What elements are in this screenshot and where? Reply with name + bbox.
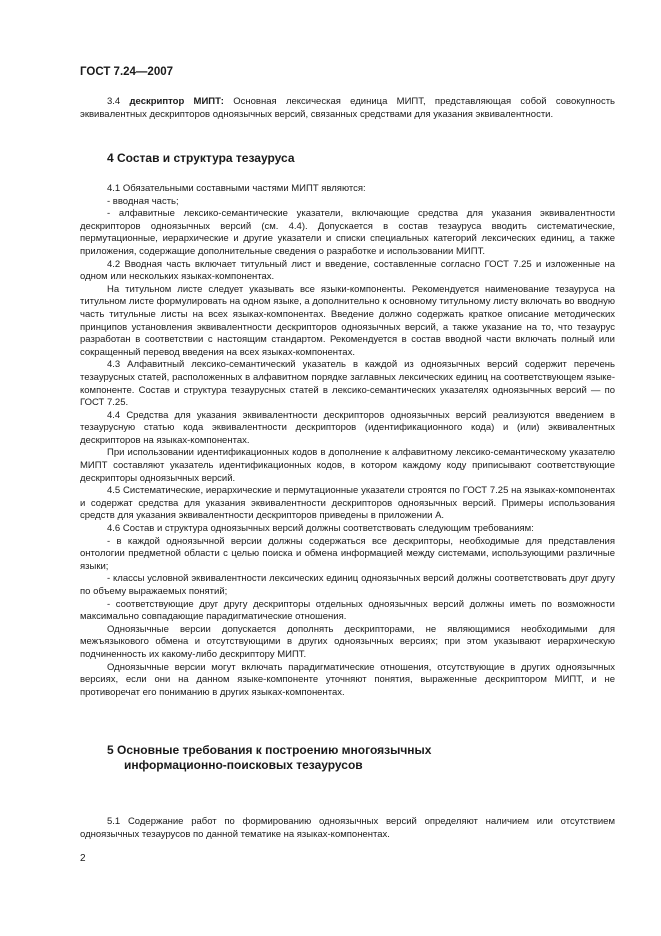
section-5-heading <box>107 743 615 773</box>
page-number: 2 <box>80 853 86 864</box>
document-header: ГОСТ 7.24—2007 <box>80 66 174 78</box>
term: дескриптор МИПТ: <box>129 96 224 107</box>
paragraph: - в каждой одноязычной версии должны содержаться все дескрипторы, необходимые для представления онтологии предметной области с целью поиска и обмена информацией между системами, использующими различные языки; <box>80 535 615 572</box>
section-5-body <box>80 816 615 841</box>
clause-number: 3.4 <box>107 96 121 107</box>
paragraph: Одноязычные версии могут включать парадигматические отношения, отсутствующие в других одноязычных версиях, если они на данном языке-компоненте уточняют понятия, выраженные дескриптором МИПТ, и не противоречат его пониманию в других языках-компонентах. <box>80 661 615 698</box>
section-3-4 <box>80 96 615 121</box>
section-4-body <box>80 183 615 699</box>
section-heading: 4 Состав и структура тезауруса <box>107 151 295 165</box>
section-4-heading <box>107 151 615 166</box>
definition-text: Основная лексическая единица МИПТ, представляющая собой совокупность эквивалентных дескрипторов одноязычных версий, связанных средствами для указания эквивалентности. <box>80 96 615 120</box>
paragraph: - алфавитные лексико-семантические указатели, включающие средства для указания эквивалентности дескрипторов одноязычных версий (см. 4.4). Допускается в состав тезауруса вводить систематические, пермутационные, иерархические и другие указатели и списки специальных категорий лексических единиц, а также приложения, содержащие дополнительные сведения о разработке и использовании МИПТ. <box>80 208 615 257</box>
paragraph: 4.2 Вводная часть включает титульный лист и введение, составленные согласно ГОСТ 7.25 и изложенные на одном или нескольких языках-компонентах. <box>80 258 615 283</box>
paragraph: 4.5 Систематические, иерархические и пермутационные указатели строятся по ГОСТ 7.25 на языках-компонентах и содержат средства для указания эквивалентности дескрипторов одноязычных версий. Примеры использования средств для указания эквивалентности дескрипторов приведены в приложении А. <box>80 485 615 522</box>
paragraph: - соответствующие друг другу дескрипторы отдельных одноязычных версий должны иметь по возможности максимально совпадающие парадигматические отношения. <box>80 598 615 623</box>
definition-3-4 <box>80 96 615 121</box>
paragraph: На титульном листе следует указывать все языки-компоненты. Рекомендуется наименование тезауруса на титульном листе формулировать на одном языке, а дополнительно к основному титульному листу включать во вводную часть титульные листы на всех языках-компонентах. Введение должно содержать краткое описание методических принципов установления эквивалентности дескрипторов одноязычных версий, а также указание на то, что тезаурус разработан в соответствии с настоящим стандартом. Рекомендуется в состав вводной части включать полный или сокращенный перевод введения на всех языках-компонентах. <box>80 283 615 358</box>
paragraph: 4.6 Состав и структура одноязычных версий должны соответствовать следующим требованиям: <box>107 523 534 535</box>
paragraph: - вводная часть; <box>107 195 179 207</box>
paragraph: 4.3 Алфавитный лексико-семантический указатель в каждой из одноязычных версий содержит перечень тезаурусных статей, расположенных в алфавитном порядке заглавных лексических единиц на соответствующем языке-компоненте. Состав и структура тезаурусных статей в лексико-семантических указателях одноязычных версий — по ГОСТ 7.25. <box>80 359 615 409</box>
paragraph: 4.1 Обязательными составными частями МИПТ являются: <box>107 183 366 194</box>
section-heading-line-2: информационно-поисковых тезаурусов <box>124 758 363 772</box>
paragraph: 4.4 Средства для указания эквивалентности дескрипторов одноязычных версий реализуются введением в тезаурусную статью кода эквивалентности дескрипторов (идентификационного кода) и (или) эквивалентных дескрипторов на языках-компонентах. <box>80 409 615 446</box>
paragraph: Одноязычные версии допускается дополнять дескрипторами, не являющимися необходимыми для межъязыкового обмена и отсутствующими в других одноязычных версиях; при этом указывают иерархическую подчиненность их какому-либо дескриптору МИПТ. <box>80 623 615 660</box>
section-heading-line-1: 5 Основные требования к построению многоязычных <box>107 743 432 757</box>
paragraph: 5.1 Содержание работ по формированию одноязычных версий определяют наличием или отсутствием одноязычных тезаурусов по данной тематике на языках-компонентах. <box>80 816 615 840</box>
paragraph: При использовании идентификационных кодов в дополнение к алфавитному лексико-семантическому указателю МИПТ составляют указатель идентификационных кодов, в котором каждому коду приписывают соответствующие дескрипторы одноязычных версий. <box>80 447 615 484</box>
paragraph: - классы условной эквивалентности лексических единиц одноязычных версий должны соответствовать друг другу по объему выражаемых понятий; <box>80 573 615 597</box>
